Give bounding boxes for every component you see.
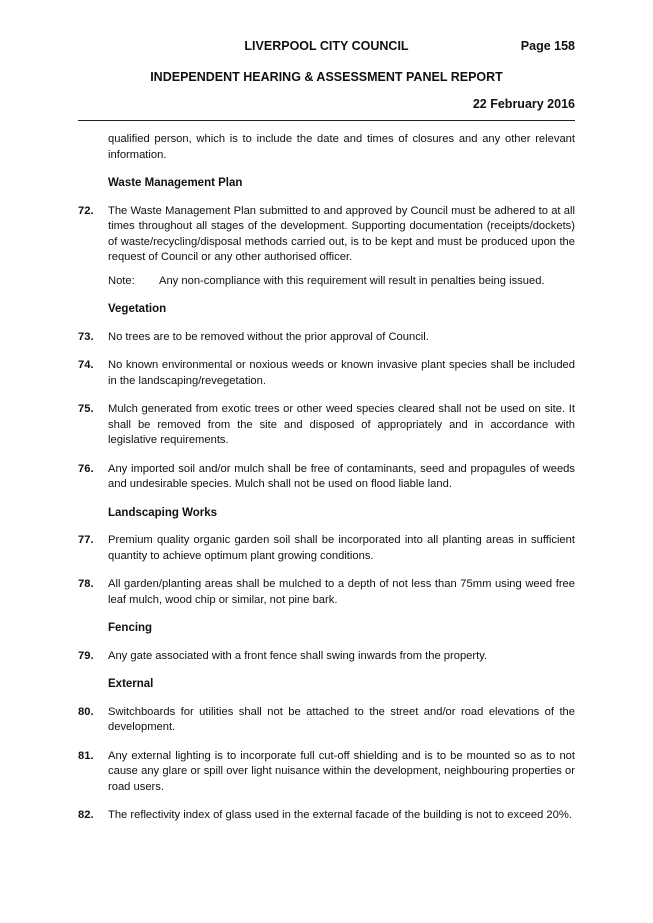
condition-item (78, 808, 575, 824)
document-body (78, 132, 575, 824)
condition-text: No trees are to be removed without the prior approval of Council. (108, 330, 429, 343)
condition-item (78, 577, 575, 608)
condition-number: 82. (78, 809, 94, 821)
report-date: 22 February 2016 (472, 97, 575, 111)
section-heading-fencing: Fencing (108, 622, 153, 634)
condition-number: 78. (78, 578, 94, 590)
condition-item (78, 358, 575, 389)
section-heading-external: External (108, 678, 154, 690)
condition-number: 79. (78, 649, 94, 662)
condition-item (78, 330, 575, 346)
condition-item (78, 705, 575, 736)
condition-text: Any gate associated with a front fence shall swing inwards from the property. (108, 649, 488, 662)
condition-text: Any external lighting is to incorporate full cut-off shielding and is to be mounted so as to not cause any glare or spill over light nuisance within the development, neighbouring properties or road users. (108, 749, 575, 793)
section-heading-vegetation: Vegetation (108, 303, 167, 315)
condition-text: No known environmental or noxious weeds or known invasive plant species shall be included in the landscaping/revegetation. (108, 359, 575, 387)
note-text: Any non-compliance with this requirement will result in penalties being issued. (159, 274, 545, 287)
section-heading-landscaping: Landscaping Works (108, 506, 218, 519)
condition-number: 81. (78, 749, 94, 762)
condition-number: 72. (78, 204, 94, 217)
condition-item (78, 204, 575, 266)
note-label: Note: (108, 274, 135, 287)
continuation-text: qualified person, which is to include the date and times of closures and any other relevant information. (108, 133, 575, 161)
condition-number: 76. (78, 462, 94, 475)
condition-number: 77. (78, 534, 94, 546)
condition-text: The reflectivity index of glass used in the external facade of the building is not to exceed 20%. (108, 809, 572, 821)
condition-item (78, 462, 575, 493)
header-divider (78, 120, 575, 121)
condition-text: Any imported soil and/or mulch shall be free of contaminants, seed and propagules of weeds and undesirable species. Mulch shall not be used on flood liable land. (108, 462, 575, 490)
condition-number: 80. (78, 705, 94, 718)
section-heading-waste: Waste Management Plan (108, 177, 243, 189)
page-number: Page 158 (520, 39, 575, 53)
note (108, 274, 575, 290)
condition-item (78, 533, 575, 564)
condition-text: All garden/planting areas shall be mulched to a depth of not less than 75mm using weed free leaf mulch, wood chip or similar, not pine bark. (108, 578, 575, 606)
condition-number: 75. (78, 403, 94, 415)
condition-text: Switchboards for utilities shall not be attached to the street and/or road elevations of the development. (108, 705, 575, 733)
report-title: INDEPENDENT HEARING & ASSESSMENT PANEL REPORT (150, 70, 503, 84)
condition-number: 73. (78, 330, 94, 343)
condition-item (78, 402, 575, 449)
council-name: LIVERPOOL CITY COUNCIL (244, 39, 409, 53)
condition-item (78, 749, 575, 796)
condition-item (78, 649, 575, 665)
condition-number: 74. (78, 359, 94, 371)
condition-text: Mulch generated from exotic trees or other weed species cleared shall not be used on site. It shall be removed from the site and disposed of appropriately and in accordance with legislative requirements. (108, 403, 575, 446)
condition-text: Premium quality organic garden soil shall be incorporated into all planting areas in sufficient quantity to achieve optimum plant growing conditions. (108, 534, 575, 562)
condition-text: The Waste Management Plan submitted to and approved by Council must be adhered to at all times throughout all stages of the development. Supporting documentation (receipts/dockets) of waste/recycling/disposal methods carried out, is to be kept and must be produced upon the request of Council or any other authorised officer. (108, 204, 575, 263)
